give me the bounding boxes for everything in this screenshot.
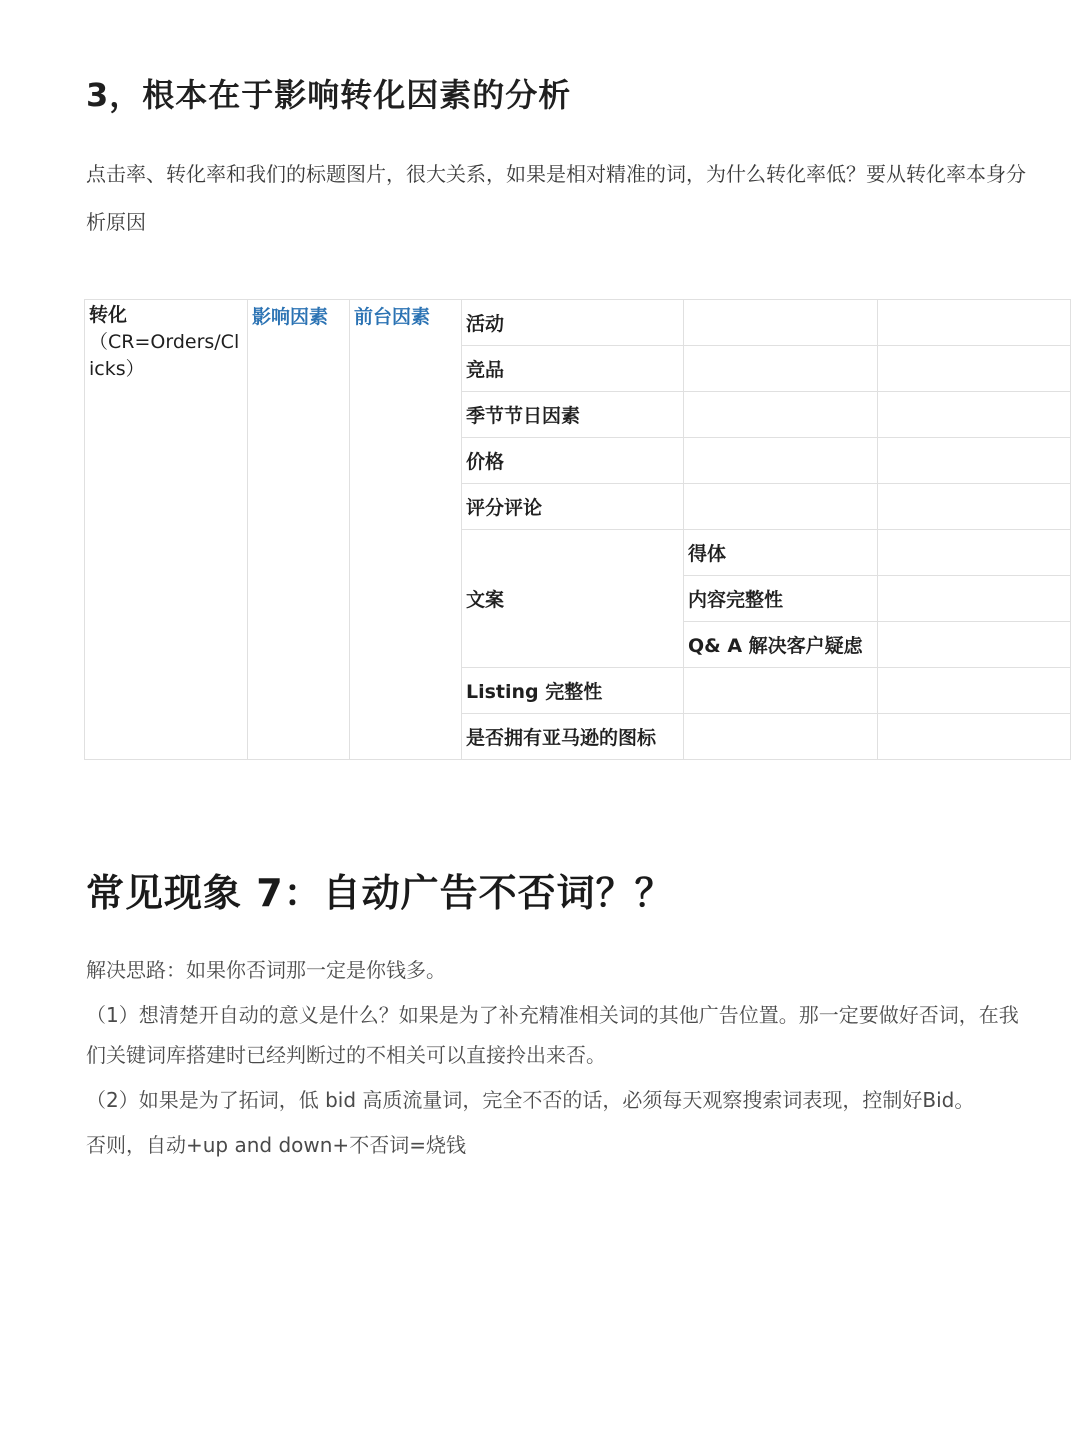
conversion-title: 转化 (89, 304, 128, 326)
copy-qa: Q& A 解决客户疑虑 (684, 622, 878, 668)
factor-listing: Listing 完整性 (462, 668, 684, 714)
phenomenon-body (86, 950, 1021, 1170)
empty-cell (684, 300, 878, 346)
influence-factors-header: 影响因素 (248, 300, 350, 760)
section-intro: 点击率、转化率和我们的标题图片，很大关系，如果是相对精准的词，为什么转化率低？要从转化率本身分析原因 (86, 162, 1026, 234)
factor-amazon-badge: 是否拥有亚马逊的图标 (462, 714, 684, 760)
empty-cell (878, 438, 1071, 484)
empty-cell (878, 484, 1071, 530)
empty-cell (878, 346, 1071, 392)
conversion-cell (85, 300, 248, 760)
copy-content-completeness: 内容完整性 (684, 576, 878, 622)
empty-cell (684, 714, 878, 760)
copy-decent: 得体 (684, 530, 878, 576)
empty-cell (684, 438, 878, 484)
factor-season: 季节节日因素 (462, 392, 684, 438)
factor-copy: 文案 (462, 530, 684, 668)
conversion-factors-table (84, 299, 1071, 760)
solution-text: 解决思路：如果你否词那一定是你钱多。 (86, 958, 446, 982)
empty-cell (684, 484, 878, 530)
front-factors-header: 前台因素 (350, 300, 462, 760)
factor-rating: 评分评论 (462, 484, 684, 530)
point-1: （1）想清楚开自动的意义是什么？如果是为了补充精准相关词的其他广告位置。那一定要做好否词，在我们关键词库搭建时已经判断过的不相关可以直接拎出来否。 (86, 1003, 1019, 1067)
empty-cell (684, 668, 878, 714)
factor-competitor: 竞品 (462, 346, 684, 392)
empty-cell (878, 530, 1071, 576)
factor-activity: 活动 (462, 300, 684, 346)
empty-cell (878, 714, 1071, 760)
section-title: 3，根本在于影响转化因素的分析 (86, 76, 572, 114)
empty-cell (684, 346, 878, 392)
empty-cell (878, 668, 1071, 714)
conclusion-text: 否则，自动+up and down+不否词=烧钱 (86, 1133, 466, 1157)
empty-cell (878, 300, 1071, 346)
phenomenon-title: 常见现象 7：自动广告不否词？？ (86, 871, 674, 915)
conversion-formula: （CR=Orders/Clicks） (89, 331, 240, 380)
empty-cell (684, 392, 878, 438)
point-2: （2）如果是为了拓词，低 bid 高质流量词，完全不否的话，必须每天观察搜索词表现，控制好Bid。 (86, 1088, 975, 1112)
empty-cell (878, 622, 1071, 668)
empty-cell (878, 576, 1071, 622)
empty-cell (878, 392, 1071, 438)
factor-price: 价格 (462, 438, 684, 484)
